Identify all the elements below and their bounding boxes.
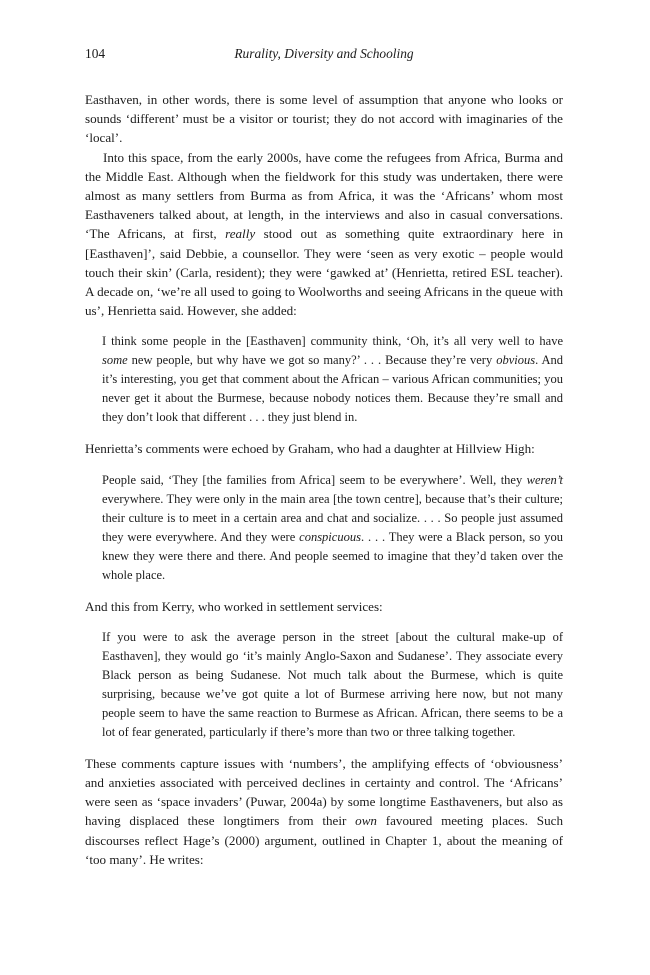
emphasis-text: conspicuous [299,529,361,544]
emphasis-text: some [102,353,128,368]
running-title: Rurality, Diversity and Schooling [234,46,414,61]
paragraph-text: These comments capture issues with ‘numbers’, the amplifying effects of ‘obviousness’ and anxieties associated with perceived declines in certainty and control. The ‘Africans’ were seen as ‘space invaders’ (Puwar, 2004a) by some longtime Easthaveners, but also as having displaced these longtimers from their [85,755,563,829]
paragraph-text: Into this space, from the early 2000s, have come the refugees from Africa, Burma and the Middle East. Although when the fieldwork for this study was undertaken, there were almost as many settlers from Burma as from Africa, it was the ‘Africans’ whom most Easthaveners talked about, at length, in the interviews and also in casual conversations. ‘The Africans, at first, [85,149,563,242]
quote-text: People said, ‘They [the families from Africa] seem to be everywhere’. Well, they [102,472,527,487]
quote-text: . . . . They were a Black person, so you knew they were there and there. And people seemed to imagine that they’d taken over the whole place. [102,529,563,582]
paragraph-kerry-intro: And this from Kerry, who worked in settlement services: [85,598,383,614]
quote-text: I think some people in the [Easthaven] community think, ‘Oh, it’s all very well to have [102,334,563,349]
paragraph-comments-analysis [85,754,563,869]
block-quote-henrietta [102,332,563,427]
paragraph-refugees-arrival [85,148,563,321]
book-page [85,44,563,869]
emphasis-text: really [225,226,256,242]
paragraph-text: favoured meeting places. Such discourses reflect Hage’s (2000) argument, outlined in Chapter 1, about the meaning of ‘too many’. He writes: [85,813,563,867]
block-quote-graham [102,471,563,585]
quote-text: everywhere. They were only in the main area [the town centre], because that’s their culture; their culture is to meet in a certain area and chat and socialize. . . . So people just assumed they were everywhere. And they were [102,491,563,544]
paragraph-easthaven-assumption: Easthaven, in other words, there is some level of assumption that anyone who looks or sounds ‘different’ must be a visitor or tourist; they do not accord with imaginaries of the ‘local’. [85,92,563,146]
paragraph-graham-intro: Henrietta’s comments were echoed by Graham, who had a daughter at Hillview High: [85,441,535,457]
emphasis-text: obvious [496,353,536,368]
quote-text: . And it’s interesting, you get that comment about the African – various African communities; you never get it about the Burmese, because nobody notices them. Because they’re small and they don’t look that different . . . they just blend in. [102,353,563,425]
paragraph-text: stood out as something quite extraordinary here in [Easthaven]’, said Debbie, a counsellor. They were ‘seen as very exotic – people would touch their skin’ (Carla, resident); they were ‘gawked at’ (Henrietta, retired ESL teacher). A decade on, ‘we’re all used to going to Woolworths and seeing Africans in the queue with us’, Henrietta said. However, she added: [85,226,563,319]
page-number: 104 [85,46,106,61]
running-head [85,44,563,64]
quote-text: new people, but why have we got so many?’ . . . Because they’re very [127,353,497,368]
block-quote-kerry: If you were to ask the average person in the street [about the cultural make-up of Easthaven], they would go ‘it’s mainly Anglo-Saxon and Sudanese’. They associate every Black person as being Sudanese. Not much talk about the Burmese, which is quite surprising, because we’ve got quite a lot of Burmese arriving here now, but not many people seem to have the same reaction to Burmese as African. African, there seems to be a lot of fear generated, particularly if there’s more than two or three talking together. [102,629,563,739]
emphasis-text: own [355,813,377,829]
emphasis-text: weren’t [526,472,563,487]
